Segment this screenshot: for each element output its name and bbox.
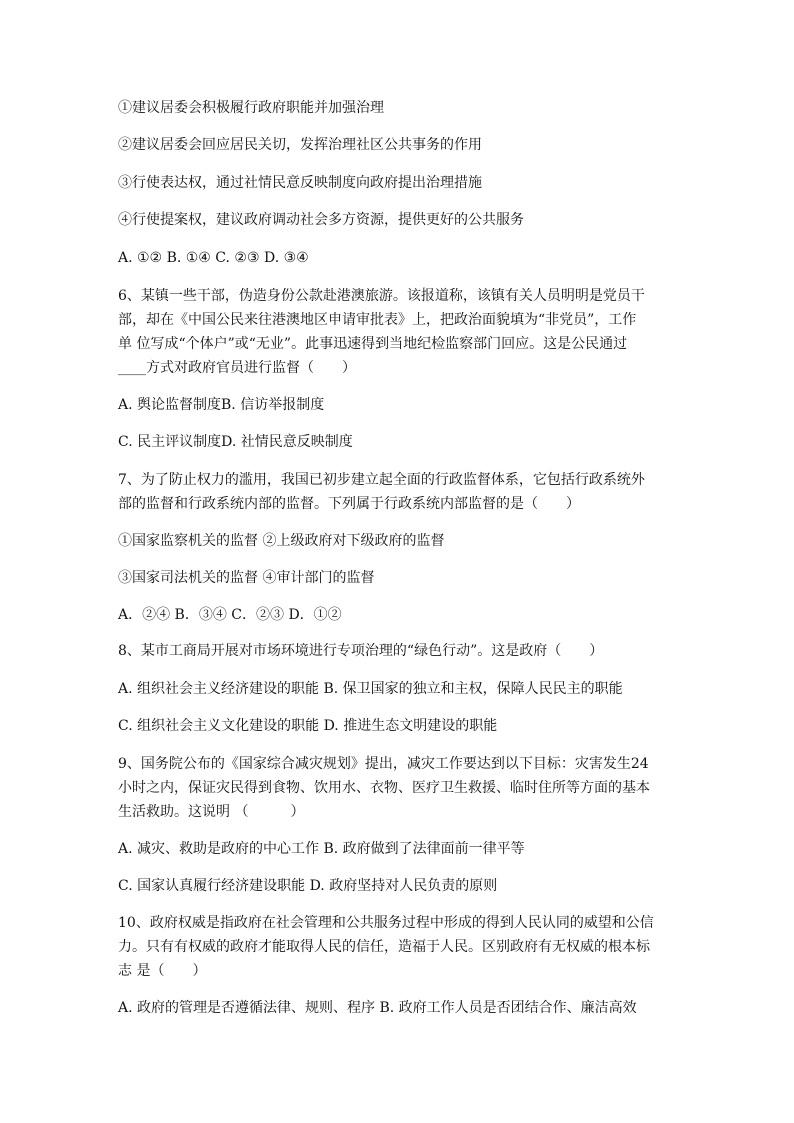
answer-choices-q8-cd: C. 组织社会主义文化建设的职能 D. 推进生态文明建设的职能 xyxy=(118,718,498,734)
answer-choices-q9-ab: A. 减灾、救助是政府的中心工作 B. 政府做到了法律面前一律平等 xyxy=(118,841,525,857)
question-10-line-1: 10、政府权威是指政府在社会管理和公共服务过程中形成的得到人民认同的威望和公信 xyxy=(118,915,654,931)
answer-choices-q6-cd: C. 民主评议制度D. 社情民意反映制度 xyxy=(118,434,353,450)
answer-choices-q9-cd: C. 国家认真履行经济建设职能 D. 政府坚持对人民负责的原则 xyxy=(118,878,498,894)
option-line-q7-1: ①国家监察机关的监督 ②上级政府对下级政府的监督 xyxy=(118,533,445,549)
answer-choices-q10-ab: A. 政府的管理是否遵循法律、规则、程序 B. 政府工作人员是否团结合作、廉洁高效 xyxy=(118,1000,637,1016)
question-9-line-3: 生活救助。这说明 （ ） xyxy=(118,804,305,820)
question-7-line-2: 部的监督和行政系统内部的监督。下列属于行政系统内部监督的是（ ） xyxy=(118,496,580,512)
question-7-line-1: 7、为了防止权力的滥用，我国已初步建立起全面的行政监督体系，它包括行政系统外 xyxy=(118,472,645,488)
question-9-line-1: 9、国务院公布的《国家综合减灾规划》提出，减灾工作要达到以下目标：灾害发生24 xyxy=(118,756,649,772)
answer-choices-q5: A. ①② B. ①④ C. ②③ D. ③④ xyxy=(118,250,309,266)
answer-choices-q8-ab: A. 组织社会主义经济建设的职能 B. 保卫国家的独立和主权，保障人民民主的职能 xyxy=(118,681,623,697)
answer-choices-q6-ab: A. 舆论监督制度B. 信访举报制度 xyxy=(118,397,325,413)
question-6-line-2: 部，却在《中国公民来往港澳地区申请审批表》上，把政治面貌填为“非党员”，工作 xyxy=(118,312,637,328)
option-line-q7-2: ③国家司法机关的监督 ④审计部门的监督 xyxy=(118,570,375,586)
option-line-3: ③行使表达权，通过社情民意反映制度向政府提出治理措施 xyxy=(118,175,482,191)
question-10-line-2: 力。只有有权威的政府才能取得人民的信任，造福于人民。区别政府有无权威的根本标 xyxy=(118,939,650,955)
question-8: 8、某市工商局开展对市场环境进行专项治理的“绿色行动”。这是政府（ ） xyxy=(118,643,604,659)
answer-choices-q7: A．②④ B．③④ C．②③ D．①② xyxy=(118,607,342,623)
question-10-line-3: 志 是（ ） xyxy=(118,963,207,979)
question-6-line-3: 单 位写成“个体户”或“无业”。此事迅速得到当地纪检监察部门回应。这是公民通过 xyxy=(118,336,628,352)
question-6-line-4: ____方式对政府官员进行监督（ ） xyxy=(118,360,356,376)
question-9-line-2: 小时之内，保证灾民得到食物、饮用水、衣物、医疗卫生救援、临时住所等方面的基本 xyxy=(118,780,650,796)
question-6-line-1: 6、某镇一些干部，伪造身份公款赴港澳旅游。该报道称，该镇有关人员明明是党员干 xyxy=(118,288,645,304)
option-line-4: ④行使提案权，建议政府调动社会多方资源，提供更好的公共服务 xyxy=(118,212,524,228)
option-line-2: ②建议居委会回应居民关切，发挥治理社区公共事务的作用 xyxy=(118,137,482,153)
option-line-1: ①建议居委会积极履行政府职能并加强治理 xyxy=(118,100,384,116)
